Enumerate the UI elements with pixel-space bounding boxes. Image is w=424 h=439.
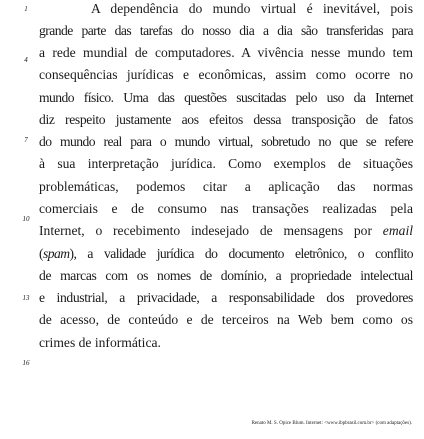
passage-line: consequências jurídicas e econômicas, assim como ocorre no [39, 67, 413, 82]
passage-line: crimes de informática. [39, 335, 161, 350]
passage-line: de marcas com os nomes de domínio, a propriedade intelectual [39, 268, 413, 283]
passage-line: problemáticas, podemos citar a aplicação das normas [39, 179, 413, 194]
line-number: 16 [22, 359, 30, 367]
passage-line: de acesso, de conteúdo e de terceiros na Web bem como os [39, 312, 413, 327]
passage-line: (spam), a validade jurídica do documento eletrônico, o conflito [39, 246, 413, 261]
passage-line: à sua interpretação jurídica. Como exemplos de situações [39, 156, 413, 171]
passage-line: e industrial, a privacidade, a responsabilidade dos provedores [39, 290, 413, 305]
passage-line: do mundo real para o mundo virtual, sobretudo no que se refere [39, 134, 413, 149]
passage-line: grande parte das tarefas do nosso dia a dia são transferidas para [39, 23, 413, 38]
passage-line: mundo físico. Uma das questões suscitadas pelo uso da Internet [39, 90, 413, 105]
line-number: 1 [24, 5, 28, 13]
passage-line: A dependência do mundo virtual é inevitável, pois [91, 1, 413, 16]
line-number: 4 [24, 56, 28, 64]
passage-line: a rede mundial de computadores. A vivência nesse mundo tem [39, 45, 413, 60]
passage-line: Internet, o recebimento indesejado de mensagens por email [39, 223, 413, 238]
line-number: 7 [24, 136, 28, 144]
line-number: 13 [22, 294, 30, 302]
line-number: 10 [22, 215, 30, 223]
passage-line: diz respeito justamente aos efeitos dessa transposição de fatos [39, 112, 413, 127]
source-citation: Renato M. S. Opice Blum. Internet: <www.ibpbrasil.com.br> (com adaptações). [251, 421, 412, 426]
passage-line: comerciais e de consumo nas transações realizadas pela [39, 201, 413, 216]
